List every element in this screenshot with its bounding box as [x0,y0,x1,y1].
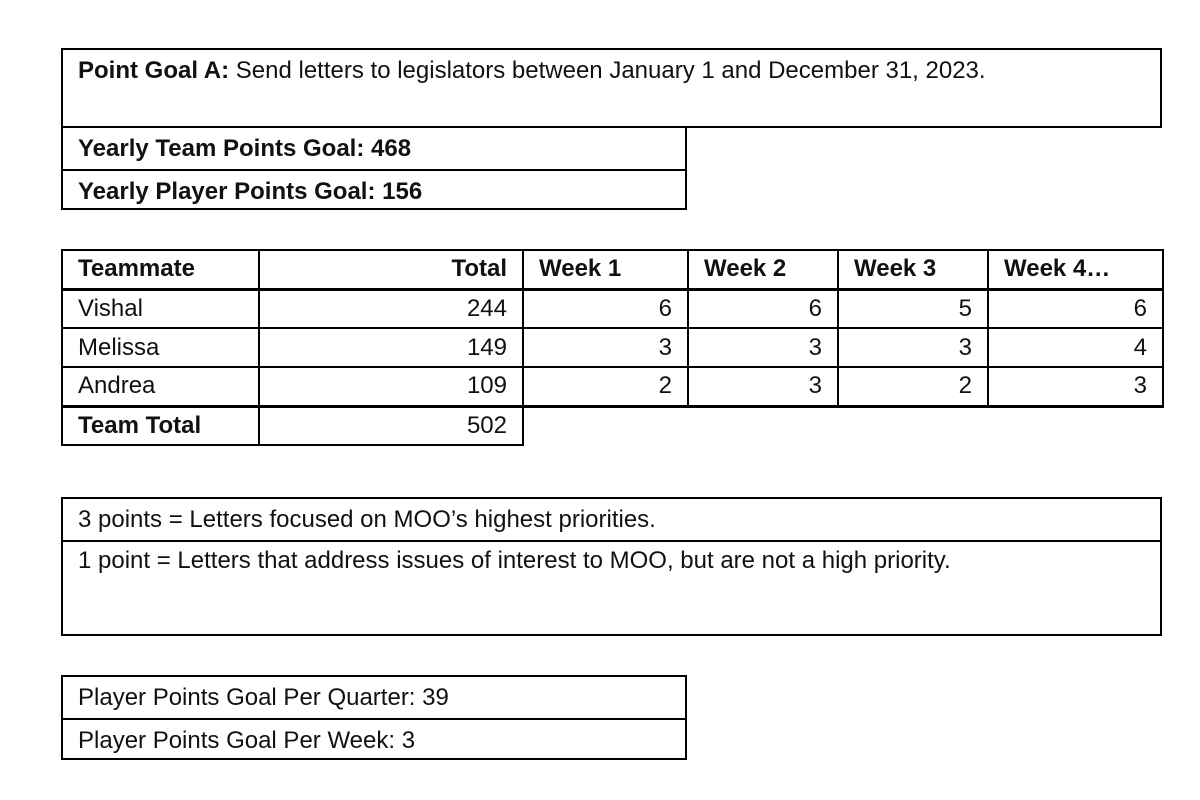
teammate-total: 244 [259,289,523,328]
empty-cell [523,406,688,445]
week-1-value: 3 [523,328,688,367]
points-key-three: 3 points = Letters focused on MOO’s highest priorities. [78,506,656,533]
week-4-value: 4 [988,328,1163,367]
yearly-team-goal: Yearly Team Points Goal: 468 [78,135,412,162]
team-total-row [62,406,1163,445]
week-2-value: 3 [688,367,838,406]
header-week-1: Week 1 [523,250,688,289]
yearly-goals-box [61,126,687,210]
teammate-name: Andrea [62,367,259,406]
team-total-value: 502 [259,406,523,445]
empty-cell [838,406,988,445]
points-key-box [61,497,1162,636]
table-header-row [62,250,1163,289]
week-1-value: 2 [523,367,688,406]
week-1-value: 6 [523,289,688,328]
week-3-value: 2 [838,367,988,406]
week-4-value: 3 [988,367,1163,406]
header-total: Total [259,250,523,289]
week-2-value: 3 [688,328,838,367]
player-goal-per-quarter: Player Points Goal Per Quarter: 39 [78,684,449,711]
teammate-total: 109 [259,367,523,406]
points-key-one: 1 point = Letters that address issues of interest to MOO, but are not a high priority. [63,540,1160,635]
empty-cell [988,406,1163,445]
header-week-3: Week 3 [838,250,988,289]
point-goal-label: Point Goal A: [78,57,230,84]
point-goal-text: Send letters to legislators between January 1 and December 31, 2023. [229,57,986,84]
point-goal-row [63,50,1160,92]
point-goal-box [61,48,1162,128]
header-week-4: Week 4… [988,250,1163,289]
teammate-name: Vishal [62,289,259,328]
points-table [61,249,1164,446]
teammate-total: 149 [259,328,523,367]
header-week-2: Week 2 [688,250,838,289]
team-total-label: Team Total [62,406,259,445]
week-3-value: 3 [838,328,988,367]
week-2-value: 6 [688,289,838,328]
table-row [62,289,1163,328]
yearly-player-goal: Yearly Player Points Goal: 156 [63,169,685,210]
week-3-value: 5 [838,289,988,328]
table-row [62,367,1163,406]
player-goals-box [61,675,687,760]
player-goal-per-week: Player Points Goal Per Week: 3 [63,718,685,759]
header-teammate: Teammate [62,250,259,289]
week-4-value: 6 [988,289,1163,328]
teammate-name: Melissa [62,328,259,367]
empty-cell [688,406,838,445]
table-row [62,328,1163,367]
